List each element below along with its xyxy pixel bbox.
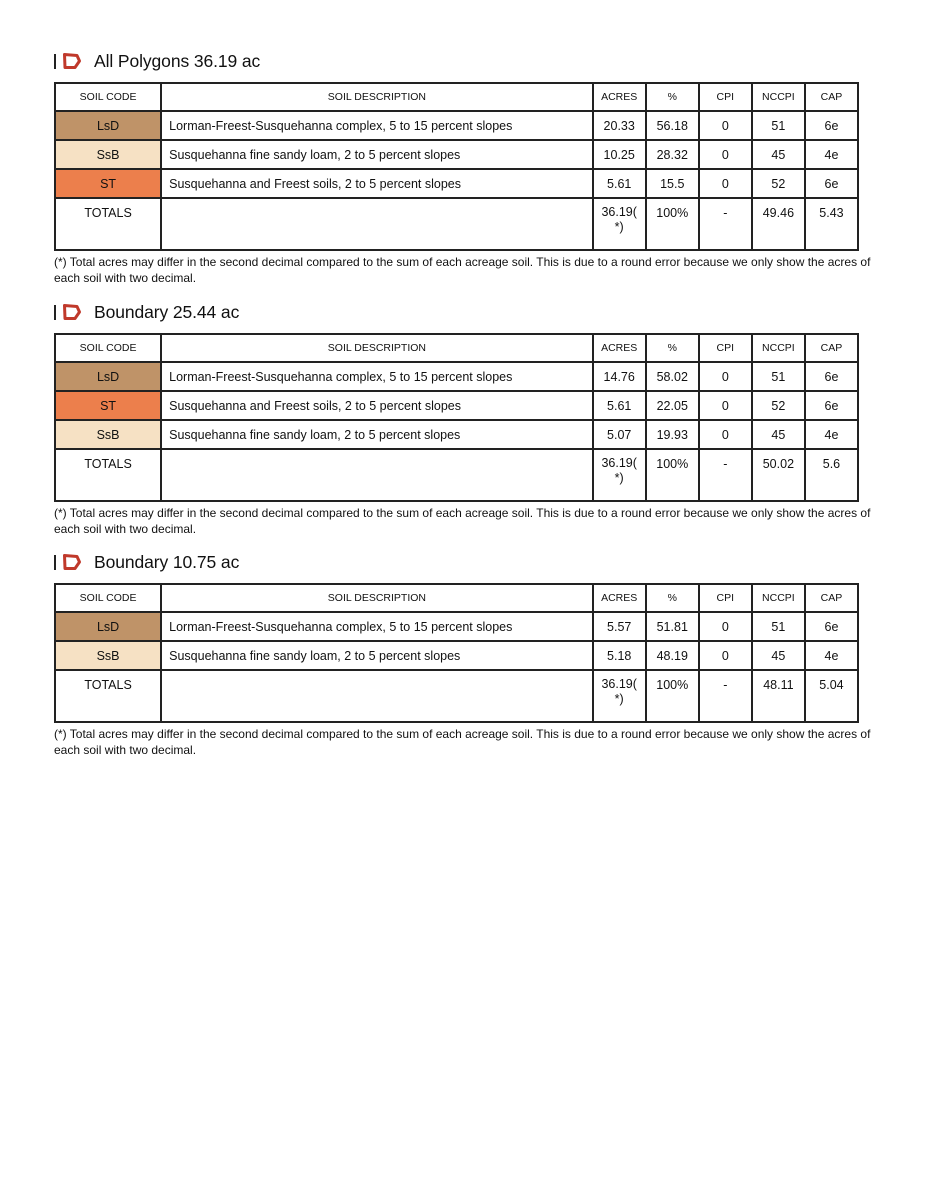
soil-description-cell: Lorman-Freest-Susquehanna complex, 5 to 15 percent slopes bbox=[161, 111, 593, 140]
totals-label: TOTALS bbox=[55, 198, 161, 250]
nccpi-cell: 52 bbox=[752, 169, 805, 198]
acres-cell: 5.61 bbox=[593, 169, 646, 198]
table-header-row bbox=[55, 584, 858, 612]
totals-empty-cell bbox=[161, 198, 593, 250]
totals-empty-cell bbox=[161, 449, 593, 501]
totals-cap: 5.6 bbox=[805, 449, 858, 501]
percent-cell: 22.05 bbox=[646, 391, 699, 420]
cpi-cell: 0 bbox=[699, 391, 752, 420]
section-title bbox=[54, 550, 859, 574]
footnote: (*) Total acres may differ in the second decimal compared to the sum of each acreage soil. This is due to a round error because we only show the acres of each soil with two decimal. bbox=[54, 727, 871, 757]
table-row bbox=[55, 612, 858, 641]
nccpi-cell: 51 bbox=[752, 111, 805, 140]
soil-code-cell: SsB bbox=[55, 140, 161, 169]
totals-label: TOTALS bbox=[55, 449, 161, 501]
soil-description-cell: Lorman-Freest-Susquehanna complex, 5 to 15 percent slopes bbox=[161, 362, 593, 391]
percent-cell: 15.5 bbox=[646, 169, 699, 198]
totals-acres: 36.19( *) bbox=[593, 449, 646, 501]
soil-table bbox=[54, 82, 859, 251]
soil-section bbox=[54, 550, 871, 758]
cap-cell: 6e bbox=[805, 391, 858, 420]
percent-cell: 58.02 bbox=[646, 362, 699, 391]
cpi-cell: 0 bbox=[699, 612, 752, 641]
table-row bbox=[55, 111, 858, 140]
soil-code-cell: SsB bbox=[55, 420, 161, 449]
column-header-nccpi: NCCPI bbox=[752, 334, 805, 362]
column-header-nccpi: NCCPI bbox=[752, 83, 805, 111]
table-header-row bbox=[55, 83, 858, 111]
cap-cell: 4e bbox=[805, 140, 858, 169]
percent-cell: 51.81 bbox=[646, 612, 699, 641]
section-title bbox=[54, 49, 859, 73]
nccpi-cell: 51 bbox=[752, 362, 805, 391]
table-row bbox=[55, 362, 858, 391]
column-header-soil-description: SOIL DESCRIPTION bbox=[161, 584, 593, 612]
cap-cell: 6e bbox=[805, 612, 858, 641]
soil-description-cell: Lorman-Freest-Susquehanna complex, 5 to 15 percent slopes bbox=[161, 612, 593, 641]
soil-table bbox=[54, 333, 859, 502]
acres-cell: 5.57 bbox=[593, 612, 646, 641]
column-header-percent: % bbox=[646, 334, 699, 362]
polygon-icon bbox=[62, 52, 82, 70]
table-header-row bbox=[55, 334, 858, 362]
column-header-cpi: CPI bbox=[699, 334, 752, 362]
divider-bar bbox=[54, 54, 56, 69]
soil-description-cell: Susquehanna and Freest soils, 2 to 5 percent slopes bbox=[161, 391, 593, 420]
column-header-nccpi: NCCPI bbox=[752, 584, 805, 612]
section-title-text: Boundary 10.75 ac bbox=[94, 551, 240, 572]
acres-cell: 5.61 bbox=[593, 391, 646, 420]
soil-description-cell: Susquehanna fine sandy loam, 2 to 5 percent slopes bbox=[161, 140, 593, 169]
totals-empty-cell bbox=[161, 670, 593, 722]
column-header-acres: ACRES bbox=[593, 334, 646, 362]
totals-percent: 100% bbox=[646, 670, 699, 722]
soil-code-cell: LsD bbox=[55, 362, 161, 391]
column-header-cpi: CPI bbox=[699, 83, 752, 111]
polygon-icon bbox=[62, 303, 82, 321]
acres-cell: 10.25 bbox=[593, 140, 646, 169]
nccpi-cell: 52 bbox=[752, 391, 805, 420]
divider-bar bbox=[54, 305, 56, 320]
soil-code-cell: SsB bbox=[55, 641, 161, 670]
section-title-text: Boundary 25.44 ac bbox=[94, 301, 240, 322]
table-row bbox=[55, 420, 858, 449]
cap-cell: 6e bbox=[805, 111, 858, 140]
table-row bbox=[55, 140, 858, 169]
totals-acres: 36.19( *) bbox=[593, 670, 646, 722]
cap-cell: 4e bbox=[805, 420, 858, 449]
column-header-soil-description: SOIL DESCRIPTION bbox=[161, 83, 593, 111]
totals-cpi: - bbox=[699, 198, 752, 250]
cpi-cell: 0 bbox=[699, 362, 752, 391]
totals-nccpi: 48.11 bbox=[752, 670, 805, 722]
acres-cell: 5.18 bbox=[593, 641, 646, 670]
column-header-cap: CAP bbox=[805, 83, 858, 111]
totals-row bbox=[55, 670, 858, 722]
table-row bbox=[55, 169, 858, 198]
nccpi-cell: 45 bbox=[752, 140, 805, 169]
soil-table bbox=[54, 583, 859, 723]
cpi-cell: 0 bbox=[699, 111, 752, 140]
totals-label: TOTALS bbox=[55, 670, 161, 722]
totals-percent: 100% bbox=[646, 449, 699, 501]
table-row bbox=[55, 641, 858, 670]
totals-cap: 5.43 bbox=[805, 198, 858, 250]
column-header-soil-description: SOIL DESCRIPTION bbox=[161, 334, 593, 362]
percent-cell: 56.18 bbox=[646, 111, 699, 140]
soil-code-cell: LsD bbox=[55, 111, 161, 140]
column-header-percent: % bbox=[646, 83, 699, 111]
section-title-text: All Polygons 36.19 ac bbox=[94, 50, 261, 71]
percent-cell: 19.93 bbox=[646, 420, 699, 449]
cap-cell: 6e bbox=[805, 169, 858, 198]
totals-cpi: - bbox=[699, 449, 752, 501]
totals-percent: 100% bbox=[646, 198, 699, 250]
nccpi-cell: 51 bbox=[752, 612, 805, 641]
nccpi-cell: 45 bbox=[752, 641, 805, 670]
soil-description-cell: Susquehanna fine sandy loam, 2 to 5 percent slopes bbox=[161, 420, 593, 449]
column-header-acres: ACRES bbox=[593, 83, 646, 111]
totals-nccpi: 50.02 bbox=[752, 449, 805, 501]
footnote: (*) Total acres may differ in the second decimal compared to the sum of each acreage soil. This is due to a round error because we only show the acres of each soil with two decimal. bbox=[54, 506, 871, 536]
cpi-cell: 0 bbox=[699, 420, 752, 449]
nccpi-cell: 45 bbox=[752, 420, 805, 449]
column-header-cpi: CPI bbox=[699, 584, 752, 612]
totals-row bbox=[55, 449, 858, 501]
soil-code-cell: ST bbox=[55, 169, 161, 198]
percent-cell: 48.19 bbox=[646, 641, 699, 670]
soil-code-cell: ST bbox=[55, 391, 161, 420]
column-header-soil-code: SOIL CODE bbox=[55, 334, 161, 362]
soil-section bbox=[54, 49, 871, 286]
soil-code-cell: LsD bbox=[55, 612, 161, 641]
section-title bbox=[54, 300, 859, 324]
column-header-cap: CAP bbox=[805, 584, 858, 612]
divider-bar bbox=[54, 555, 56, 570]
totals-cap: 5.04 bbox=[805, 670, 858, 722]
polygon-icon bbox=[62, 553, 82, 571]
column-header-percent: % bbox=[646, 584, 699, 612]
cap-cell: 4e bbox=[805, 641, 858, 670]
soil-description-cell: Susquehanna and Freest soils, 2 to 5 percent slopes bbox=[161, 169, 593, 198]
column-header-acres: ACRES bbox=[593, 584, 646, 612]
totals-cpi: - bbox=[699, 670, 752, 722]
acres-cell: 20.33 bbox=[593, 111, 646, 140]
cpi-cell: 0 bbox=[699, 169, 752, 198]
soil-description-cell: Susquehanna fine sandy loam, 2 to 5 percent slopes bbox=[161, 641, 593, 670]
table-row bbox=[55, 391, 858, 420]
soil-section bbox=[54, 300, 871, 537]
totals-acres: 36.19( *) bbox=[593, 198, 646, 250]
column-header-soil-code: SOIL CODE bbox=[55, 83, 161, 111]
cap-cell: 6e bbox=[805, 362, 858, 391]
totals-row bbox=[55, 198, 858, 250]
acres-cell: 14.76 bbox=[593, 362, 646, 391]
column-header-cap: CAP bbox=[805, 334, 858, 362]
cpi-cell: 0 bbox=[699, 641, 752, 670]
totals-nccpi: 49.46 bbox=[752, 198, 805, 250]
column-header-soil-code: SOIL CODE bbox=[55, 584, 161, 612]
cpi-cell: 0 bbox=[699, 140, 752, 169]
acres-cell: 5.07 bbox=[593, 420, 646, 449]
footnote: (*) Total acres may differ in the second decimal compared to the sum of each acreage soil. This is due to a round error because we only show the acres of each soil with two decimal. bbox=[54, 255, 871, 285]
percent-cell: 28.32 bbox=[646, 140, 699, 169]
